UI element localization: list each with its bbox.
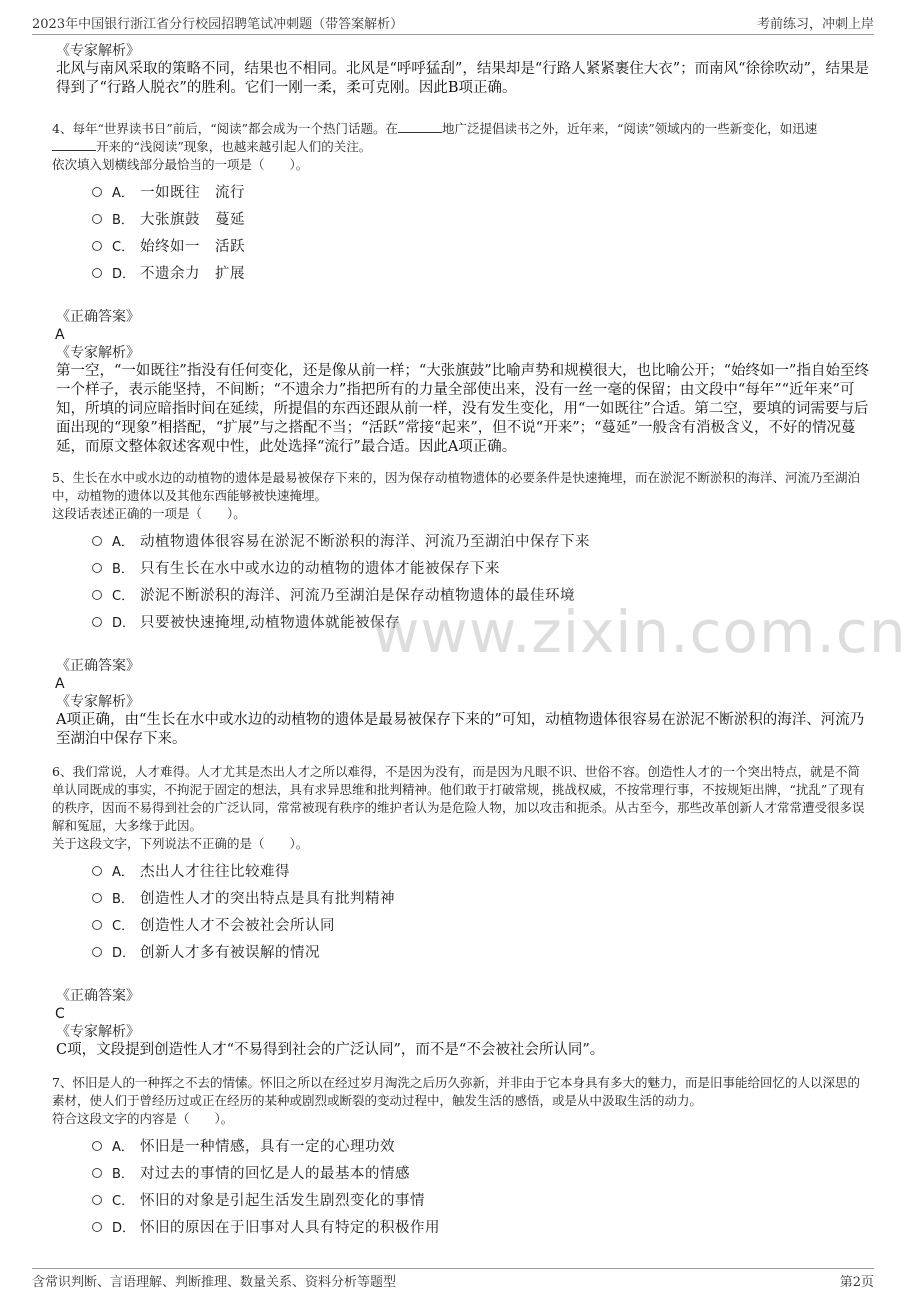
- fill-blank: [52, 138, 96, 151]
- footer-description: 含常识判断、言语理解、判断推理、数量关系、资料分析等题型: [32, 1274, 397, 1290]
- expert-analysis-text: 第一空，“一如既往”指没有任何变化，还是像从前一样；“大张旗鼓”比喻声势和规模很大，也比喻公开；“始终如一”指自始至终一个样子，表示能坚持，不间断；“不遗余力”指把所有的力量全部使出来，没有一丝一毫的保留；由文段中“每年”“近年来”可知，所填的词应暗指时间在延续，所提倡的东西还跟从前一样，没有发生变化，用“一如既往”合适。第二空，要填的词需要与后面出现的“现象”相搭配，“扩展”与之搭配不当；“活跃”常接“起来”，但不说“开来”；“蔓延”一般含有消极含义，不好的情况蔓延，而原文整体叙述客观中性，此处选择“流行”最合适。因此A项正确。: [56, 363, 869, 455]
- radio-icon[interactable]: [92, 241, 102, 251]
- option-a[interactable]: A． 一如既往 流行: [92, 178, 872, 205]
- question-5: [52, 469, 872, 749]
- option-b[interactable]: B． 创造性人才的突出特点是具有批判精神: [92, 884, 872, 911]
- question-stem: 4、每年“世界读书日”前后，“阅读”都会成为一个热门话题。在 地广泛提倡读书之外，近年来，“阅读”领域内的一些新变化，如迅速 开来的“浅阅读”现象，也越来越引起人们的关注。: [52, 121, 818, 154]
- question-prompt: 这段话表述正确的一项是（ ）。: [52, 506, 246, 521]
- option-list: [92, 1132, 872, 1240]
- expert-analysis-label: 《专家解析》: [56, 694, 140, 710]
- question-4: [52, 120, 872, 457]
- expert-analysis-label: 《专家解析》: [56, 1024, 140, 1040]
- option-a[interactable]: A． 怀旧是一种情感，具有一定的心理功效: [92, 1132, 872, 1159]
- header-slogan: 考前练习，冲刺上岸: [756, 16, 874, 32]
- expert-analysis-label: 《专家解析》: [56, 345, 140, 361]
- correct-answer-label: 《正确答案》: [56, 309, 140, 325]
- correct-answer-label: 《正确答案》: [56, 658, 140, 674]
- page-header: [32, 10, 874, 35]
- option-d[interactable]: D． 创新人才多有被误解的情况: [92, 938, 872, 965]
- question-stem: 5、生长在水中或水边的动植物的遗体是最易被保存下来的，因为保存动植物遗体的必要条件是快速掩埋，而在淤泥不断淤积的海洋、河流乃至湖泊中，动植物的遗体以及其他东西能够被快速掩埋。: [52, 470, 860, 503]
- radio-icon[interactable]: [92, 617, 102, 627]
- radio-icon[interactable]: [92, 1222, 102, 1232]
- option-d[interactable]: D． 不遗余力 扩展: [92, 259, 872, 286]
- option-a[interactable]: A． 杰出人才往往比较难得: [92, 857, 872, 884]
- option-b[interactable]: B． 只有生长在水中或水边的动植物的遗体才能被保存下来: [92, 554, 872, 581]
- option-c[interactable]: C． 始终如一 活跃: [92, 232, 872, 259]
- question-prompt: 关于这段文字，下列说法不正确的是（ ）。: [52, 836, 309, 851]
- expert-analysis-text: A项正确，由“生长在水中或水边的动植物的遗体是最易被保存下来的”可知，动植物遗体很容易在淤泥不断淤积的海洋、河流乃至湖泊中保存下来。: [56, 712, 865, 747]
- correct-answer-label: 《正确答案》: [56, 988, 140, 1004]
- page-number: 第2页: [839, 1274, 874, 1290]
- watermark: www.zixin.com.cn: [372, 598, 907, 666]
- radio-icon[interactable]: [92, 866, 102, 876]
- page-content: [52, 42, 872, 1240]
- option-b[interactable]: B． 对过去的事情的回忆是人的最基本的情感: [92, 1159, 872, 1186]
- radio-icon[interactable]: [92, 590, 102, 600]
- header-title: 2023年中国银行浙江省分行校园招聘笔试冲刺题（带答案解析）: [32, 16, 404, 32]
- radio-icon[interactable]: [92, 1195, 102, 1205]
- radio-icon[interactable]: [92, 920, 102, 930]
- option-a[interactable]: A． 动植物遗体很容易在淤泥不断淤积的海洋、河流乃至湖泊中保存下来: [92, 527, 872, 554]
- option-b[interactable]: B． 大张旗鼓 蔓延: [92, 205, 872, 232]
- option-c[interactable]: C． 怀旧的对象是引起生活发生剧烈变化的事情: [92, 1186, 872, 1213]
- question-prompt: 符合这段文字的内容是（ ）。: [52, 1111, 234, 1126]
- fill-blank: [398, 120, 442, 133]
- question-stem: 7、怀旧是人的一种挥之不去的情愫。怀旧之所以在经过岁月淘洗之后历久弥新，并非由于它本身具有多大的魅力，而是旧事能给回忆的人以深思的素材，使人们于曾经历过或正在经历的某种或剧烈或断裂的变动过程中，触发生活的感悟，或是从中汲取生活的动力。: [52, 1075, 860, 1108]
- radio-icon[interactable]: [92, 187, 102, 197]
- option-list: [92, 527, 872, 635]
- correct-answer-value: C: [55, 1006, 65, 1022]
- correct-answer-value: A: [55, 676, 65, 692]
- radio-icon[interactable]: [92, 214, 102, 224]
- option-list: [92, 178, 872, 286]
- page-footer: [32, 1268, 874, 1291]
- radio-icon[interactable]: [92, 1141, 102, 1151]
- expert-analysis-label: 《专家解析》: [56, 43, 140, 59]
- option-d[interactable]: D． 只要被快速掩埋,动植物遗体就能被保存: [92, 608, 872, 635]
- radio-icon[interactable]: [92, 536, 102, 546]
- radio-icon[interactable]: [92, 563, 102, 573]
- expert-analysis-text: 北风与南风采取的策略不同，结果也不相同。北风是“呼呼猛刮”，结果却是“行路人紧紧裹住大衣”；而南风“徐徐吹动”，结果是得到了“行路人脱衣”的胜利。它们一刚一柔，柔可克刚。因此B项正确。: [56, 61, 869, 96]
- radio-icon[interactable]: [92, 268, 102, 278]
- correct-answer-value: A: [55, 327, 65, 343]
- radio-icon[interactable]: [92, 1168, 102, 1178]
- question-stem: 6、我们常说，人才难得。人才尤其是杰出人才之所以难得，不是因为没有，而是因为凡眼不识、世俗不容。创造性人才的一个突出特点，就是不简单认同既成的事实，不拘泥于固定的想法，具有求异思维和批判精神。他们敢于打破常规，挑战权威，不按常理行事，不按规矩出牌，“扰乱”了现有的秩序，因而不易得到社会的广泛认同，常常被现有秩序的维护者认为是危险人物，加以攻击和扼杀。从古至今，那些改革创新人才常常遭受很多误解和冤屈，大多缘于此因。: [52, 764, 865, 833]
- question-7: [52, 1074, 872, 1240]
- expert-analysis-text: C项，文段提到创造性人才“不易得到社会的广泛认同”，而不是“不会被社会所认同”。: [56, 1042, 605, 1058]
- option-c[interactable]: C． 淤泥不断淤积的海洋、河流乃至湖泊是保存动植物遗体的最佳环境: [92, 581, 872, 608]
- question-6: [52, 763, 872, 1060]
- option-c[interactable]: C． 创造性人才不会被社会所认同: [92, 911, 872, 938]
- radio-icon[interactable]: [92, 893, 102, 903]
- question-prompt: 依次填入划横线部分最恰当的一项是（ ）。: [52, 157, 309, 172]
- radio-icon[interactable]: [92, 947, 102, 957]
- option-list: [92, 857, 872, 965]
- option-d[interactable]: D． 怀旧的原因在于旧事对人具有特定的积极作用: [92, 1213, 872, 1240]
